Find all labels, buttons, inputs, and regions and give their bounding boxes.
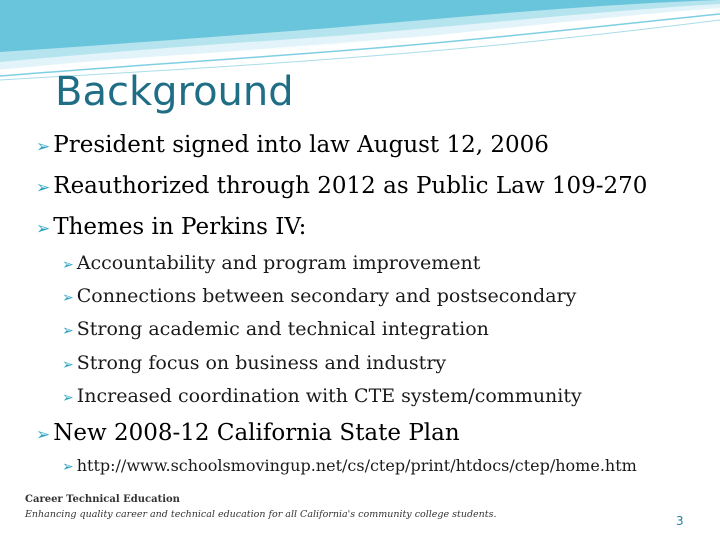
bullet-item: ➢ New 2008-12 California State Plan xyxy=(36,418,460,450)
plan-url-link[interactable]: http://www.schoolsmovingup.net/cs/ctep/print/htdocs/ctep/home.htm xyxy=(76,456,637,475)
bullet-arrow-icon: ➢ xyxy=(36,219,51,239)
bullet-arrow-icon: ➢ xyxy=(62,459,74,475)
sub-bullet-item: ➢ Strong academic and technical integration xyxy=(62,316,489,344)
slide-title: Background xyxy=(55,69,294,115)
bullet-item: ➢ Themes in Perkins IV: xyxy=(36,212,306,244)
bullet-arrow-icon: ➢ xyxy=(36,137,51,157)
bullet-arrow-icon: ➢ xyxy=(36,178,51,198)
bullet-item: ➢ President signed into law August 12, 2006 xyxy=(36,130,549,162)
footer-org-name: Career Technical Education xyxy=(25,494,180,505)
page-number: 3 xyxy=(676,514,684,528)
bullet-arrow-icon: ➢ xyxy=(62,357,74,373)
sub-bullet-item: ➢ Accountability and program improvement xyxy=(62,250,480,278)
link-bullet-item[interactable] xyxy=(62,455,637,478)
bullet-arrow-icon: ➢ xyxy=(36,425,51,445)
bullet-item: ➢ Reauthorized through 2012 as Public Law 109-270 xyxy=(36,171,647,203)
footer-tagline: Enhancing quality career and technical education for all California's community college students. xyxy=(25,509,497,520)
sub-bullet-item: ➢ Increased coordination with CTE system/community xyxy=(62,383,582,411)
sub-bullet-item: ➢ Connections between secondary and postsecondary xyxy=(62,283,576,311)
bullet-arrow-icon: ➢ xyxy=(62,390,74,406)
bullet-arrow-icon: ➢ xyxy=(62,290,74,306)
sub-bullet-item: ➢ Strong focus on business and industry xyxy=(62,350,446,378)
bullet-arrow-icon: ➢ xyxy=(62,323,74,339)
bullet-arrow-icon: ➢ xyxy=(62,257,74,273)
